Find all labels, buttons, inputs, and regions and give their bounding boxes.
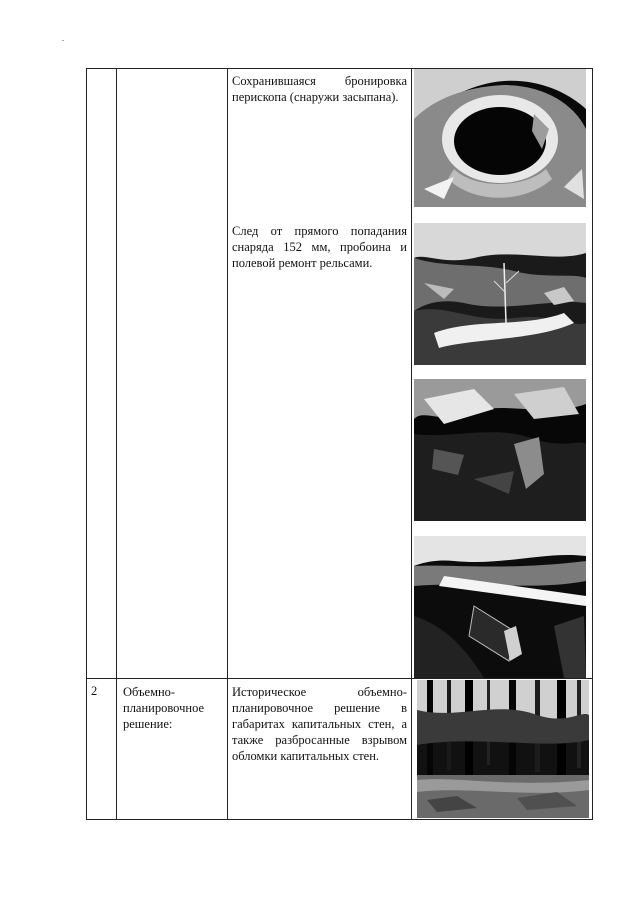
column-divider-element bbox=[227, 68, 228, 820]
row-number: 2 bbox=[91, 684, 98, 698]
table-border-right bbox=[592, 68, 593, 820]
description-layout: Историческое объемно-планировочное решение в габаритах капитальных стен, а также разбросанные взрывом обломки капитальных стен. bbox=[232, 685, 407, 763]
column-divider-description bbox=[411, 68, 412, 820]
description-periscope: Сохранившаяся бронировка перископа (снаружи засыпана). bbox=[232, 74, 407, 104]
scan-speck bbox=[62, 40, 64, 41]
table-border-bottom bbox=[86, 819, 593, 820]
column-divider-number bbox=[116, 68, 117, 820]
table-border-left bbox=[86, 68, 87, 820]
table bbox=[86, 68, 593, 820]
shell-hit-photo bbox=[414, 223, 586, 365]
rails-repair-photo bbox=[414, 536, 586, 678]
element-name: Объемно-планировочное решение: bbox=[123, 685, 205, 731]
forest-ruins-photo bbox=[417, 680, 589, 818]
rubble-photo bbox=[414, 379, 586, 521]
periscope-photo bbox=[414, 69, 586, 207]
row-divider bbox=[86, 678, 593, 679]
description-shell-hit: След от прямого попадания снаряда 152 мм, пробоина и полевой ремонт рельсами. bbox=[232, 224, 407, 270]
